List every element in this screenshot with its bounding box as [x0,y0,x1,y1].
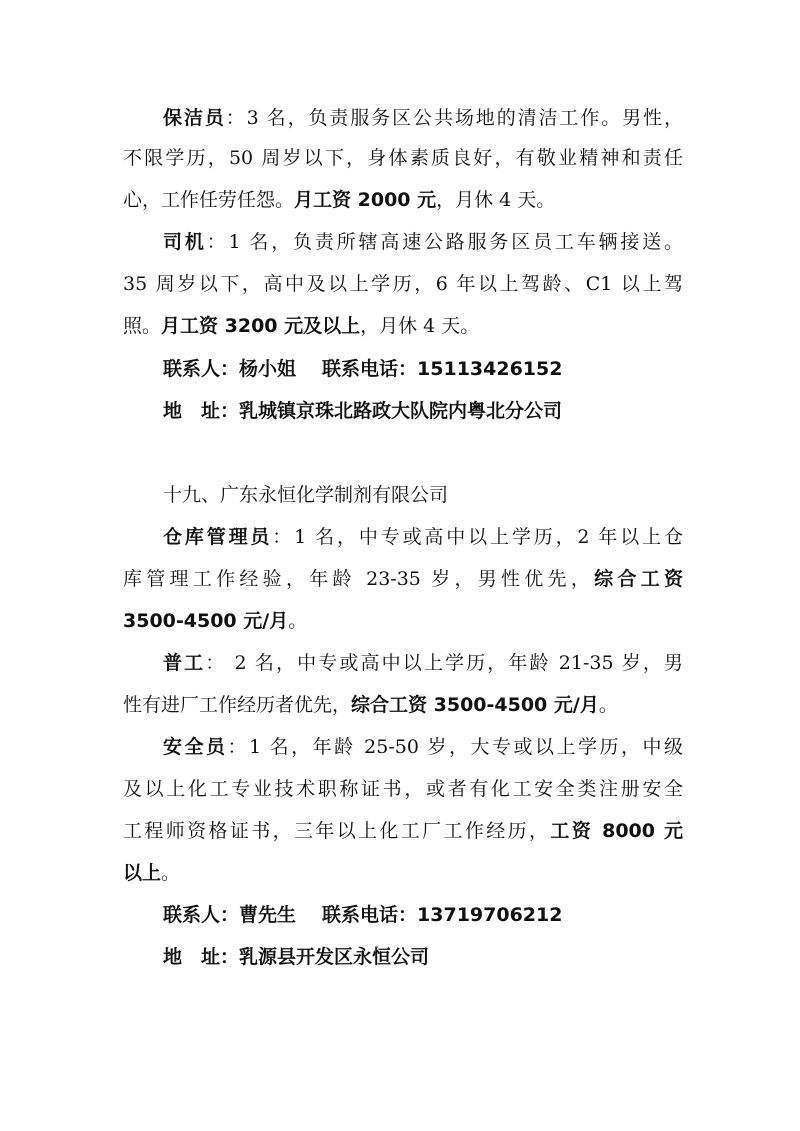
warehouse-line-3-tail: 。 [288,610,308,632]
driver-line-3-text: 照。 [123,315,162,337]
address-2-value: 乳源县开发区永恒公司 [239,946,430,968]
worker-title: 普工 [163,652,206,674]
worker-line-1-text: ： 2 名，中专或高中以上学历，年龄 21-35 岁，男 [205,652,683,674]
safety-line-1-text: ：1 名，年龄 25-50 岁，大专或以上学历，中级 [227,736,683,758]
driver-title: 司机 [163,231,207,253]
worker-line-1 [163,654,683,673]
safety-line-4 [123,864,683,883]
safety-line-4-tail: 。 [161,862,181,884]
warehouse-salary: 3500-4500 元/月 [123,610,289,632]
contact-1-phone-label: 联系电话： [322,358,418,380]
warehouse-line-2 [123,570,683,589]
cleaner-line-3-tail: ，月休 4 天。 [436,189,556,211]
contact-2-label: 联系人： [163,904,240,926]
contact-1-label: 联系人： [163,358,240,380]
address-1-line [163,402,683,421]
contact-2-line [163,906,683,925]
cleaner-line-2: 不限学历，50 周岁以下，身体素质良好，有敬业精神和责任 [123,147,683,169]
driver-line-3-tail: ，月休 4 天。 [360,315,480,337]
driver-line-2: 35 周岁以下，高中及以上学历，6 年以上驾龄、C1 以上驾 [123,273,683,295]
driver-line-3 [123,317,683,336]
worker-salary: 综合工资 3500-4500 元/月 [351,694,599,716]
warehouse-line-1 [163,528,683,547]
warehouse-line-2-text: 库管理工作经验，年龄 23-35 岁，男性优先， [123,568,595,590]
warehouse-line-3 [123,612,683,631]
cleaner-line-3 [123,191,683,210]
contact-1-line [163,360,683,379]
address-2-line [163,948,683,967]
cleaner-salary: 月工资 2000 元 [294,189,437,211]
cleaner-line-3-text: 心，工作任劳任怨。 [123,189,295,211]
worker-line-2-tail: 。 [598,694,618,716]
safety-line-1 [163,738,683,757]
cleaner-line-1-text: ：3 名，负责服务区公共场地的清洁工作。男性， [225,107,683,129]
safety-salary: 工资 8000 元 [550,820,683,842]
contact-1-name: 杨小姐 [239,358,297,380]
address-2-label: 地 址： [163,946,240,968]
address-1-label: 地 址： [163,400,240,422]
driver-line-1 [163,233,683,252]
cleaner-title: 保洁员 [163,107,226,129]
safety-salary-tail: 以上 [123,862,162,884]
company-19-heading: 十九、广东永恒化学制剂有限公司 [163,484,449,506]
contact-2-phone-label: 联系电话： [322,904,418,926]
driver-salary: 月工资 3200 元及以上 [161,315,361,337]
safety-line-3-text: 工程师资格证书，三年以上化工厂工作经历， [123,820,551,842]
cleaner-line-1 [163,109,683,128]
contact-2-name: 曹先生 [239,904,297,926]
warehouse-salary-label: 综合工资 [594,568,683,590]
contact-1-phone: 15113426152 [417,358,563,380]
contact-2-phone: 13719706212 [417,904,563,926]
address-1-value: 乳城镇京珠北路政大队院内粤北分公司 [239,400,563,422]
warehouse-line-1-text: ：1 名，中专或高中以上学历，2 年以上仓 [272,526,683,548]
worker-line-2-text: 性有进厂工作经历者优先， [123,694,352,716]
safety-line-2: 及以上化工专业技术职称证书，或者有化工安全类注册安全 [123,778,683,800]
safety-title: 安全员 [163,736,228,758]
safety-line-3 [123,822,683,841]
driver-line-1-text: ：1 名，负责所辖高速公路服务区员工车辆接送。 [206,231,683,253]
warehouse-title: 仓库管理员 [163,526,273,548]
worker-line-2 [123,696,683,715]
